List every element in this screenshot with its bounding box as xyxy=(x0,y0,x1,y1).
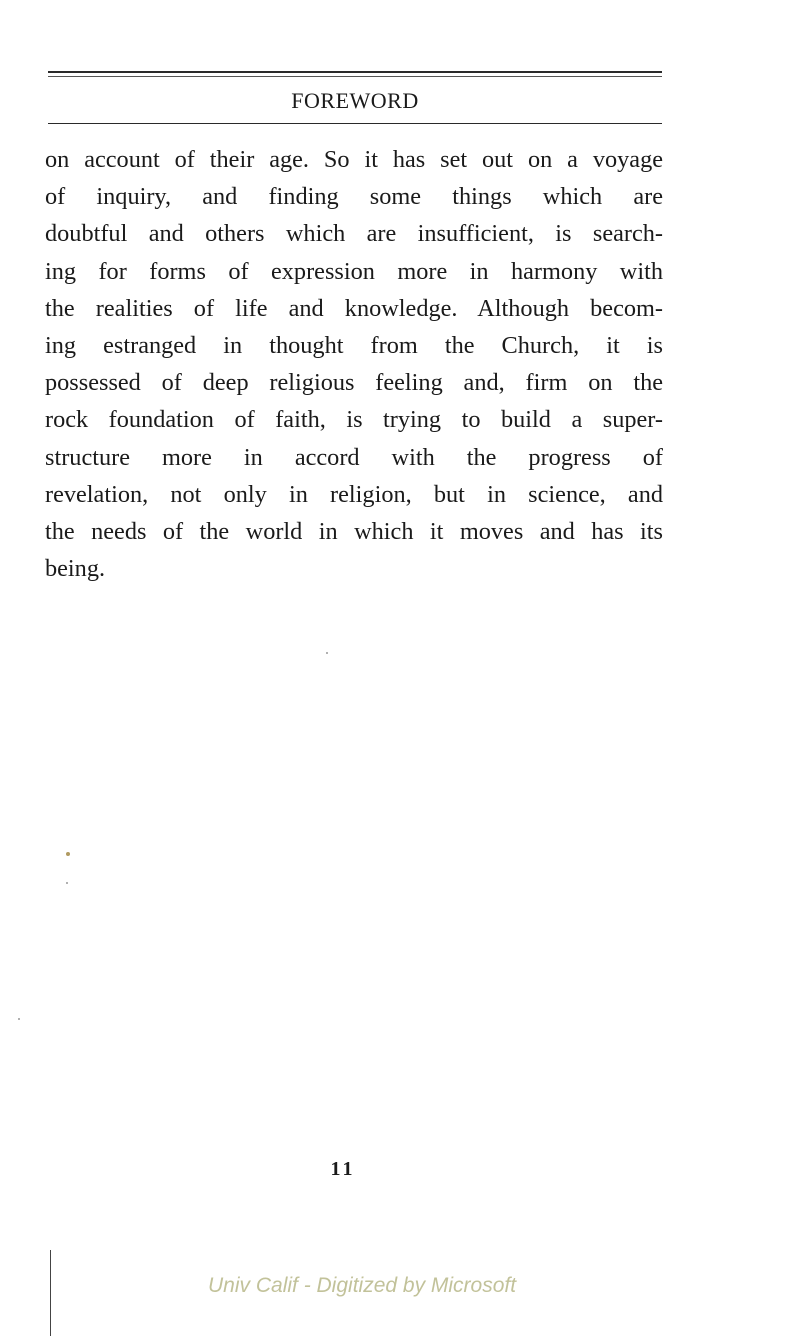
scan-speck xyxy=(18,1018,20,1020)
scan-speck xyxy=(66,852,70,856)
text-line: rock foundation of faith, is trying to build a super- xyxy=(45,406,663,434)
text-line-last: being. xyxy=(45,555,106,583)
scan-speck xyxy=(326,652,328,654)
text-line: possessed of deep religious feeling and, firm on the xyxy=(45,369,663,397)
digitization-watermark: Univ Calif - Digitized by Microsoft xyxy=(208,1274,517,1297)
page-number: 11 xyxy=(330,1158,356,1180)
text-line: the realities of life and knowledge. Although becom- xyxy=(45,294,663,322)
text-line: on account of their age. So it has set out on a voyage xyxy=(45,146,663,173)
text-line: ing for forms of expression more in harmony with xyxy=(45,257,663,285)
text-line: of inquiry, and finding some things which are xyxy=(45,183,663,211)
text-line: ing estranged in thought from the Church, it is xyxy=(45,332,663,360)
scan-margin-line xyxy=(50,1250,51,1336)
scan-speck xyxy=(66,882,68,884)
text-line: revelation, not only in religion, but in science, and xyxy=(45,480,663,508)
header-rule-bottom xyxy=(48,123,662,124)
running-head: FOREWORD xyxy=(291,88,419,113)
header-rule-top xyxy=(48,71,662,73)
header-rule-top-inner xyxy=(48,76,662,77)
text-line: the needs of the world in which it moves and has its xyxy=(45,518,663,546)
text-line: doubtful and others which are insufficient, is search- xyxy=(45,220,663,248)
text-line: structure more in accord with the progress of xyxy=(45,443,663,471)
body-paragraph xyxy=(45,141,663,587)
